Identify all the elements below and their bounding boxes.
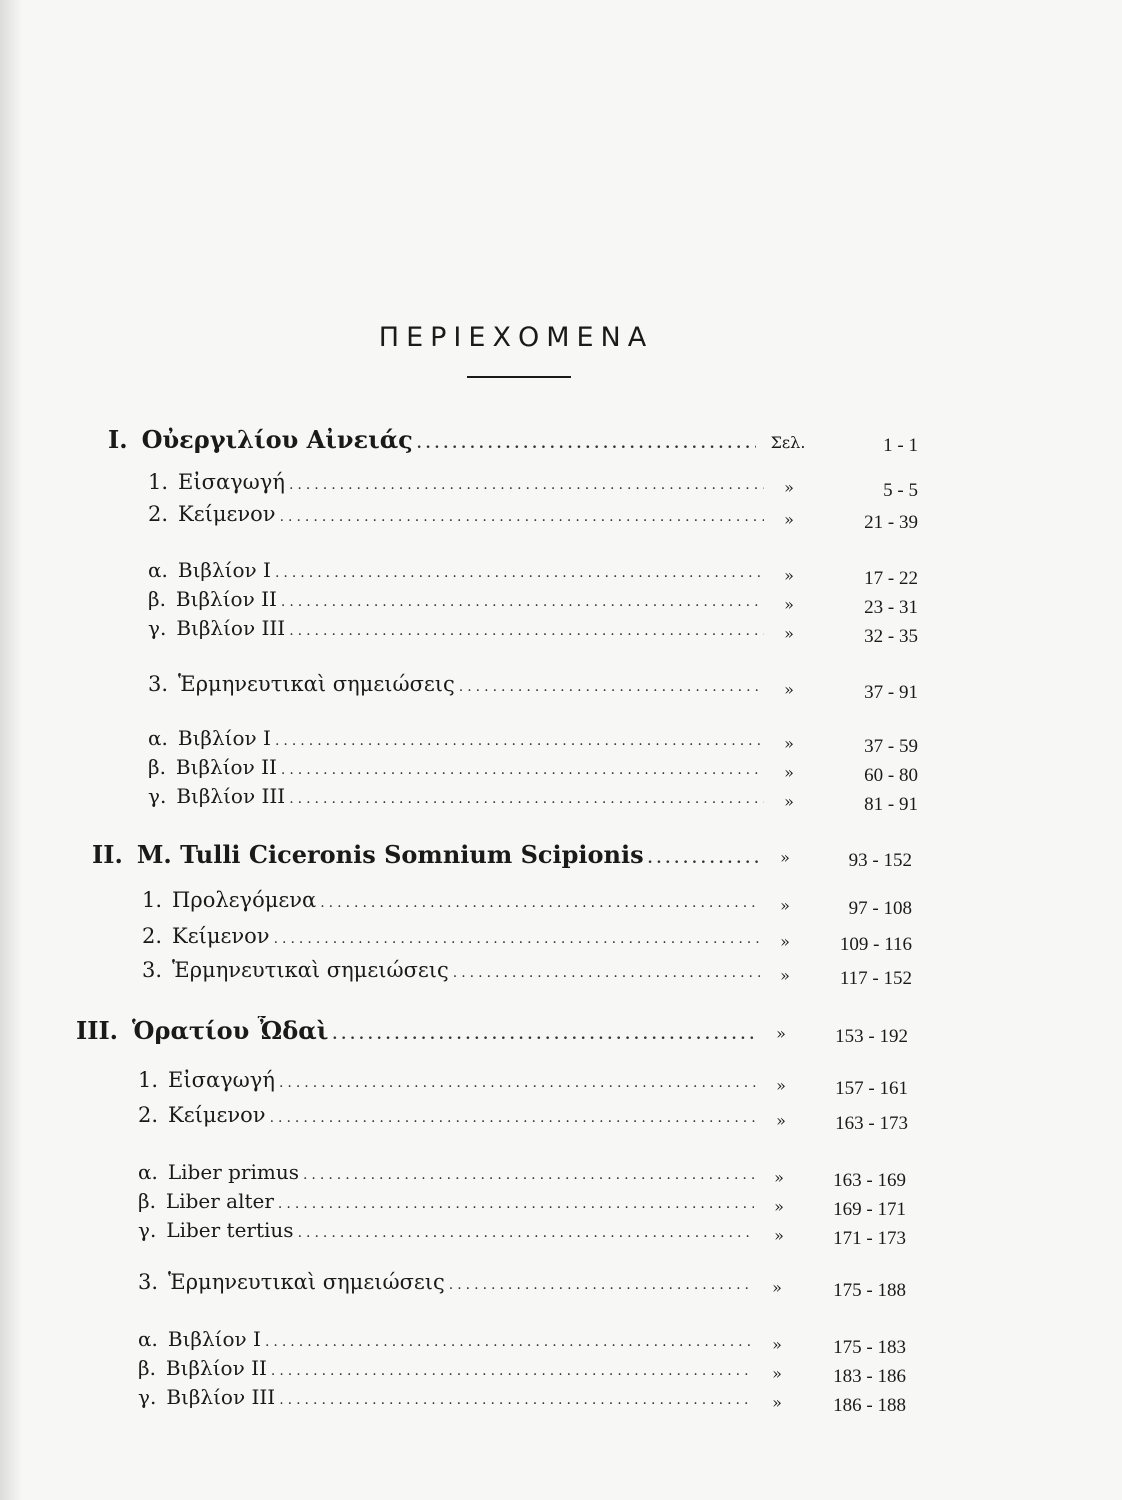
toc-item	[138, 1068, 756, 1092]
toc-section	[76, 1016, 756, 1045]
dot-leader	[271, 1363, 752, 1379]
toc-section-label: Ὁρατίου Ὦδαὶ	[132, 1016, 329, 1045]
toc-section-number: III.	[76, 1016, 119, 1045]
dot-leader	[298, 1225, 754, 1241]
page-range: 163 - 169	[833, 1170, 906, 1191]
toc-subitem-label: Βιβλίον I	[177, 558, 271, 582]
dot-leader	[270, 1110, 756, 1126]
page-range: 186 - 188	[833, 1395, 906, 1416]
toc-subitem	[138, 1189, 754, 1213]
dot-leader	[332, 1027, 756, 1043]
toc-section-number: I.	[108, 425, 128, 454]
ditto-mark: »	[784, 595, 794, 614]
toc-subitem-number: α.	[138, 1160, 158, 1184]
toc-subitem	[148, 784, 764, 808]
ditto-mark: »	[784, 792, 794, 811]
toc-subitem-number: γ.	[138, 1385, 157, 1409]
dot-leader	[453, 965, 760, 981]
toc-subitem-number: γ.	[138, 1218, 157, 1242]
toc-item-number: 2.	[142, 924, 163, 948]
toc-subitem-number: β.	[148, 587, 166, 611]
dot-leader	[265, 1334, 752, 1350]
toc-subitem-label: Βιβλίον III	[166, 1385, 276, 1409]
ditto-mark: »	[780, 848, 790, 867]
toc-subitem-label: Βιβλίον I	[167, 1327, 261, 1351]
page-title: ΠΕΡΙΕΧΟΜΕΝΑ	[378, 322, 654, 353]
dot-leader	[648, 851, 760, 867]
ditto-mark: »	[780, 932, 790, 951]
toc-item	[138, 1103, 756, 1127]
toc-item-number: 3.	[138, 1270, 159, 1294]
dot-leader	[279, 1392, 752, 1408]
ditto-mark: Σελ.	[770, 433, 806, 452]
toc-subitem-label: Liber alter	[165, 1189, 274, 1213]
page-edge-shadow	[0, 0, 22, 1500]
page-range: 23 - 31	[864, 597, 918, 618]
dot-leader	[459, 679, 764, 695]
toc-section	[92, 840, 760, 869]
ditto-mark: »	[784, 763, 794, 782]
toc-item-label: Ἑρμηνευτικαὶ σημειώσεις	[168, 1270, 445, 1294]
page-range: 171 - 173	[833, 1228, 906, 1249]
toc-subitem-label: Liber primus	[167, 1160, 299, 1184]
toc-subitem-label: Liber tertius	[166, 1218, 294, 1242]
toc-subitem-number: β.	[138, 1189, 156, 1213]
toc-item-label: Ἑρμηνευτικαὶ σημειώσεις	[172, 958, 449, 982]
toc-item	[148, 470, 764, 494]
page-range: 81 - 91	[864, 794, 918, 815]
ditto-mark: »	[774, 1226, 784, 1245]
page-range: 175 - 183	[833, 1337, 906, 1358]
toc-subitem-number: α.	[138, 1327, 158, 1351]
page-range: 21 - 39	[864, 512, 918, 533]
toc-subitem-label: Βιβλίον I	[177, 726, 271, 750]
toc-subitem	[138, 1218, 754, 1242]
ditto-mark: »	[772, 1278, 782, 1297]
page-range: 37 - 91	[864, 682, 918, 703]
ditto-mark: »	[774, 1197, 784, 1216]
toc-item	[142, 888, 760, 912]
toc-subitem-number: γ.	[148, 784, 167, 808]
page-range: 169 - 171	[833, 1199, 906, 1220]
toc-subitem	[138, 1356, 752, 1380]
toc-subitem	[138, 1160, 754, 1184]
page-range: 163 - 173	[835, 1113, 908, 1134]
toc-item-label: Κείμενον	[172, 924, 270, 948]
toc-item-number: 3.	[142, 958, 163, 982]
toc-item	[138, 1270, 752, 1294]
ditto-mark: »	[784, 734, 794, 753]
toc-subitem	[138, 1385, 752, 1409]
page-range: 5 - 5	[883, 480, 918, 501]
ditto-mark: »	[774, 1168, 784, 1187]
dot-leader	[289, 623, 764, 639]
toc-item-label: Προλεγόμενα	[172, 888, 317, 912]
toc-subitem-label: Βιβλίον III	[176, 616, 286, 640]
toc-item-number: 2.	[148, 502, 169, 526]
ditto-mark: »	[780, 966, 790, 985]
toc-item-label: Κείμενον	[178, 502, 276, 526]
page-range: 17 - 22	[864, 568, 918, 589]
toc-subitem-label: Βιβλίον II	[175, 755, 277, 779]
toc-item-label: Ἑρμηνευτικαὶ σημειώσεις	[178, 672, 455, 696]
toc-subitem	[148, 726, 764, 750]
toc-item	[148, 672, 764, 696]
dot-leader	[280, 509, 764, 525]
dot-leader	[289, 791, 764, 807]
dot-leader	[417, 436, 756, 452]
toc-item-number: 3.	[148, 672, 169, 696]
toc-subitem-label: Βιβλίον II	[165, 1356, 267, 1380]
ditto-mark: »	[776, 1024, 786, 1043]
ditto-mark: »	[784, 566, 794, 585]
toc-subitem	[138, 1327, 752, 1351]
ditto-mark: »	[772, 1335, 782, 1354]
toc-subitem-label: Βιβλίον II	[175, 587, 277, 611]
page-range: 37 - 59	[864, 736, 918, 757]
page-range: 32 - 35	[864, 626, 918, 647]
toc-subitem-number: γ.	[148, 616, 167, 640]
dot-leader	[289, 477, 764, 493]
toc-subitem-number: α.	[148, 726, 168, 750]
toc-section-label: M. Tulli Ciceronis Somnium Scipionis	[136, 840, 644, 869]
toc-subitem-number: β.	[138, 1356, 156, 1380]
dot-leader	[281, 594, 764, 610]
ditto-mark: »	[784, 624, 794, 643]
toc-item-number: 1.	[138, 1068, 159, 1092]
ditto-mark: »	[784, 478, 794, 497]
toc-subitem	[148, 558, 764, 582]
toc-subitem	[148, 587, 764, 611]
toc-subitem	[148, 616, 764, 640]
toc-item	[142, 924, 760, 948]
dot-leader	[275, 733, 764, 749]
dot-leader	[281, 762, 764, 778]
page-range: 157 - 161	[835, 1078, 908, 1099]
toc-section-number: II.	[92, 840, 123, 869]
dot-leader	[274, 931, 760, 947]
toc-subitem	[148, 755, 764, 779]
ditto-mark: »	[776, 1111, 786, 1130]
page-range: 109 - 116	[839, 934, 912, 955]
toc-item-number: 2.	[138, 1103, 159, 1127]
dot-leader	[320, 895, 760, 911]
page-range: 183 - 186	[833, 1366, 906, 1387]
dot-leader	[275, 565, 764, 581]
toc-subitem-label: Βιβλίον III	[176, 784, 286, 808]
page-range: 97 - 108	[848, 898, 912, 919]
page-range: 60 - 80	[864, 765, 918, 786]
dot-leader	[303, 1167, 754, 1183]
toc-item-number: 1.	[148, 470, 169, 494]
toc-subitem-number: α.	[148, 558, 168, 582]
toc-item-label: Εἰσαγωγή	[178, 470, 285, 494]
ditto-mark: »	[772, 1364, 782, 1383]
page-range: 117 - 152	[839, 968, 912, 989]
toc-section-label: Οὐεργιλίου Αἰνειάς	[141, 425, 413, 454]
ditto-mark: »	[784, 510, 794, 529]
toc-item-label: Εἰσαγωγή	[168, 1068, 275, 1092]
toc-item	[148, 502, 764, 526]
ditto-mark: »	[784, 680, 794, 699]
dot-leader	[449, 1277, 752, 1293]
toc-section	[108, 425, 756, 454]
page-range: 175 - 188	[833, 1280, 906, 1301]
dot-leader	[278, 1196, 754, 1212]
ditto-mark: »	[772, 1393, 782, 1412]
toc-item-number: 1.	[142, 888, 163, 912]
title-rule	[467, 376, 571, 378]
toc-item	[142, 958, 760, 982]
page-range: 1 - 1	[883, 435, 918, 456]
ditto-mark: »	[776, 1076, 786, 1095]
toc-subitem-number: β.	[148, 755, 166, 779]
dot-leader	[279, 1075, 756, 1091]
ditto-mark: »	[780, 896, 790, 915]
page-range: 153 - 192	[835, 1026, 908, 1047]
page-range: 93 - 152	[848, 850, 912, 871]
toc-item-label: Κείμενον	[168, 1103, 266, 1127]
